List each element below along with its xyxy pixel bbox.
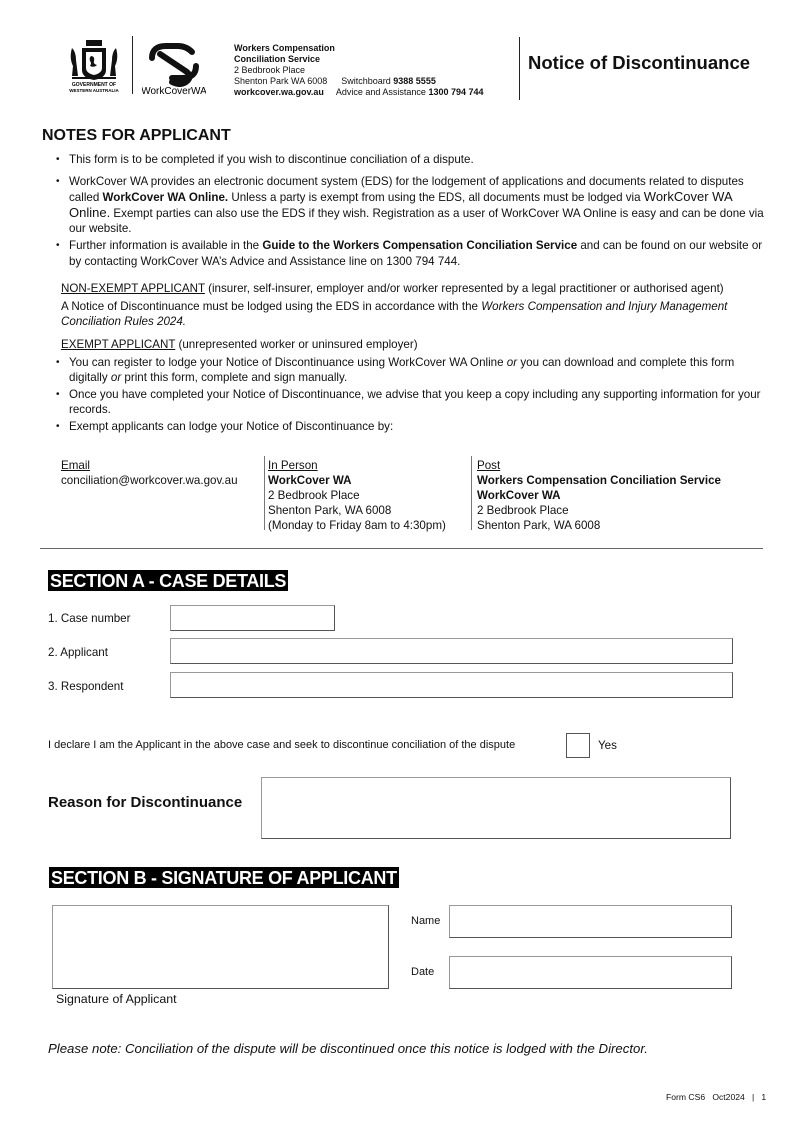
- date-input[interactable]: [449, 956, 732, 989]
- guide-link: Guide to the Workers Compensation Conciliation Service: [262, 239, 578, 252]
- case-number-label: 1. Case number: [48, 612, 131, 625]
- name-input[interactable]: [449, 905, 732, 938]
- please-note-text: Please note: Conciliation of the dispute will be discontinued once this notice is lodged with the Director.: [48, 1041, 648, 1056]
- organisation-contact-block: [234, 43, 484, 98]
- date-label: Date: [411, 966, 435, 978]
- svg-text:WorkCoverWA: WorkCoverWA: [142, 86, 206, 96]
- notes-heading: NOTES FOR APPLICANT: [42, 127, 231, 144]
- switchboard-label: Switchboard: [341, 76, 391, 86]
- non-exempt-text: A Notice of Discontinuance must be lodged using the EDS in accordance with the Workers Compensation and Injury Management Conciliation Rules 2024.: [61, 300, 728, 328]
- contact-in-person: In Person WorkCover WA 2 Bedbrook Place Shenton Park, WA 6008 (Monday to Friday 8am to 4:30pm): [268, 459, 446, 532]
- section-b-heading: SECTION B - SIGNATURE OF APPLICANT: [51, 868, 397, 888]
- applicant-input[interactable]: [170, 638, 733, 664]
- reason-label: Reason for Discontinuance: [48, 794, 243, 811]
- address-line-1: 2 Bedbrook Place: [234, 65, 306, 75]
- exempt-bullet-2: • Once you have completed your Notice of Discontinuance, we advise that you keep a copy including any supporting information for your records.: [56, 387, 764, 417]
- contact-divider-2: [471, 456, 472, 530]
- coat-of-arms-icon: [64, 34, 124, 94]
- advice-label: Advice and Assistance: [335, 87, 426, 97]
- note-bullet-3: • Further information is available in the Guide to the Workers Compensation Conciliation Service and can be found on our website or by contacting WorkCover WA’s Advice and Assistance line on 1300 794 744.: [56, 238, 764, 270]
- workcover-wa-logo: [142, 38, 206, 96]
- advice-number: 1300 794 744: [428, 87, 484, 97]
- section-a-heading: SECTION A - CASE DETAILS: [50, 571, 287, 591]
- title-divider: [519, 37, 520, 100]
- address-line-2: Shenton Park WA 6008: [234, 76, 328, 86]
- name-label: Name: [411, 915, 441, 927]
- exempt-bullet-1: • You can register to lodge your Notice of Discontinuance using WorkCover WA Online or you can download and complete this form digitally or print this form, complete and sign manually.: [56, 355, 764, 385]
- contact-email: Email conciliation@workcover.wa.gov.au: [61, 459, 238, 487]
- email-link[interactable]: conciliation@workcover.wa.gov.au: [61, 474, 238, 487]
- declaration-checkbox[interactable]: [566, 733, 590, 758]
- org-name: Workers Compensation: [234, 43, 335, 53]
- reason-input[interactable]: [261, 777, 731, 839]
- respondent-input[interactable]: [170, 672, 733, 698]
- government-of-wa-logo: [64, 34, 124, 94]
- section-divider: [40, 548, 763, 549]
- note-bullet-1: • This form is to be completed if you wish to discontinue conciliation of a dispute.: [56, 152, 764, 167]
- org-name-2: Conciliation Service: [234, 54, 321, 64]
- switchboard-number: 9388 5555: [393, 76, 436, 86]
- note-bullet-2: • WorkCover WA provides an electronic document system (EDS) for the lodgement of applications and documents related to disputes called WorkCover WA Online. Unless a party is exempt from using the EDS, all documents must be lodged via WorkCover WA Online. Exempt parties can also use the EDS if they wish. Registration as a user of WorkCover WA Online is easy and can be done via our website.: [56, 174, 764, 236]
- non-exempt-heading: NON-EXEMPT APPLICANT (insurer, self-insurer, employer and/or worker represented by a legal practitioner or authorised agent): [61, 282, 724, 295]
- contact-post: Post Workers Compensation Conciliation Service WorkCover WA 2 Bedbrook Place Shenton Park, WA 6008: [477, 459, 721, 532]
- contact-divider-1: [264, 456, 265, 530]
- website-link[interactable]: workcover.wa.gov.au: [234, 87, 324, 97]
- svg-text:GOVERNMENT OF: GOVERNMENT OF: [71, 82, 117, 88]
- logo-divider: [132, 36, 133, 94]
- declaration-yes-label: Yes: [598, 739, 617, 752]
- form-id-page-number: Form CS6 Oct2024 | 1: [666, 1092, 767, 1102]
- case-number-input[interactable]: [170, 605, 335, 631]
- page-title: Notice of Discontinuance: [528, 52, 751, 73]
- signature-label: Signature of Applicant: [56, 992, 177, 1006]
- exempt-bullet-3: • Exempt applicants can lodge your Notice of Discontinuance by:: [56, 419, 764, 434]
- exempt-heading: EXEMPT APPLICANT (unrepresented worker or uninsured employer): [61, 338, 418, 351]
- applicant-label: 2. Applicant: [48, 646, 108, 659]
- declaration-text: I declare I am the Applicant in the above case and seek to discontinue conciliation of the dispute: [48, 739, 516, 751]
- svg-text:WESTERN AUSTRALIA: WESTERN AUSTRALIA: [69, 88, 119, 93]
- respondent-label: 3. Respondent: [48, 680, 124, 693]
- signature-box[interactable]: [52, 905, 389, 989]
- workcover-swirl-icon: [142, 38, 206, 96]
